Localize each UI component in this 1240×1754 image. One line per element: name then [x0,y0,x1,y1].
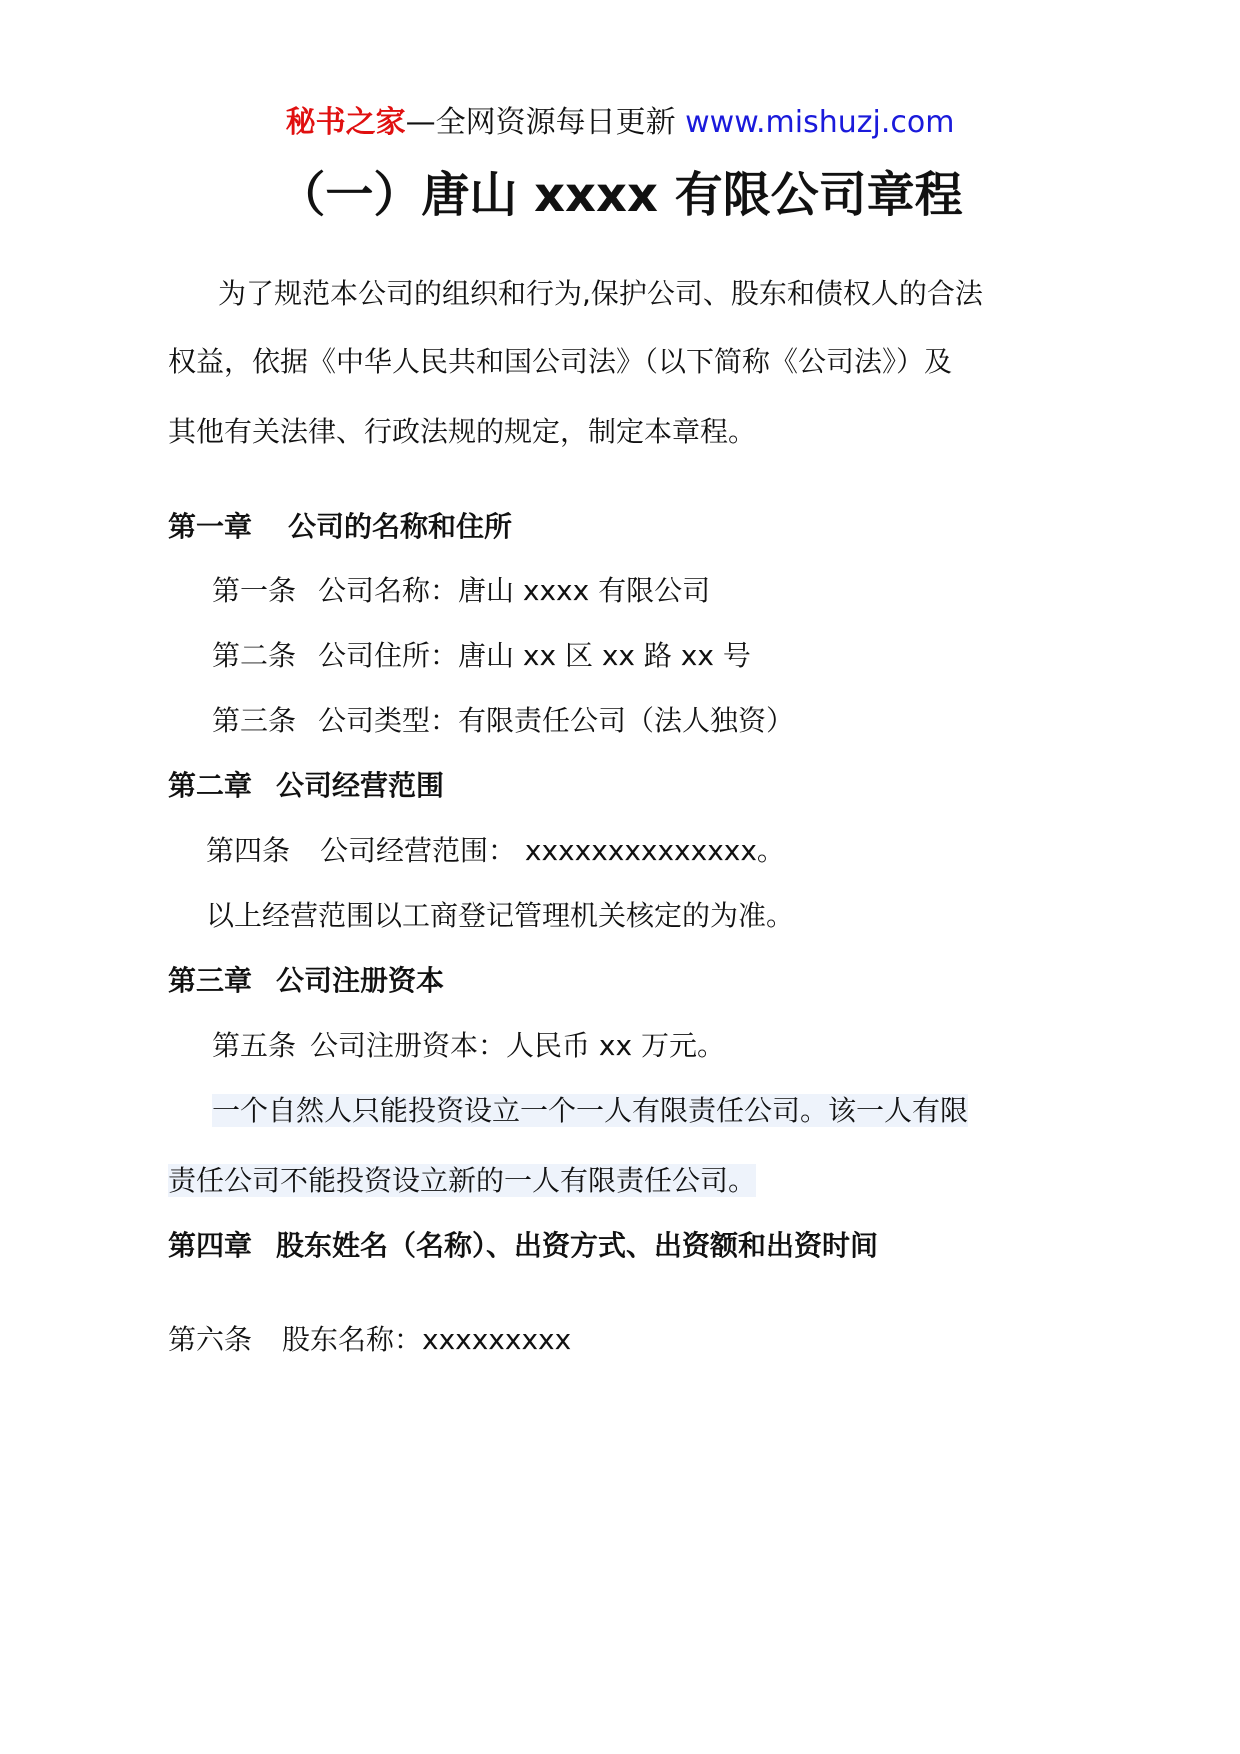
chapter-title: 股东姓名（名称）、出资方式、出资额和出资时间 [276,1229,879,1262]
chapter-number: 第一章 [168,510,253,543]
scope-note: 以上经营范围以工商登记管理机关核定的为准。 [206,899,795,932]
site-header [0,103,1240,143]
article-number: 第三条 [212,704,297,737]
chapter-heading [168,1226,878,1266]
article-number: 第四条 [206,834,291,867]
site-url-link[interactable]: www.mishuzj.com [685,105,955,140]
article-number: 第二条 [212,639,297,672]
document-title: （一）唐山 xxxx 有限公司章程 [277,167,963,223]
article-number: 第六条 [168,1323,253,1356]
chapter-number: 第三章 [168,964,253,997]
article-line [212,701,794,741]
article-line [212,571,710,611]
preamble-line-1: 为了规范本公司的组织和行为,保护公司、股东和债权人的合法 [218,277,983,310]
article-line [212,1026,725,1066]
article-text: 公司注册资本：人民币 xx 万元。 [310,1029,725,1062]
chapter-title: 公司经营范围 [276,769,445,802]
article-text: 公司类型：有限责任公司（法人独资） [318,704,795,737]
article-number: 第一条 [212,574,297,607]
chapter-title: 公司的名称和住所 [288,510,513,543]
article-text: 公司住所：唐山 xx 区 xx 路 xx 号 [318,639,751,672]
chapter-heading [168,961,444,1001]
highlighted-text: 一个自然人只能投资设立一个一人有限责任公司。该一人有限 [212,1094,969,1127]
article-text: 股东名称：xxxxxxxxx [282,1323,572,1356]
header-slogan: —全网资源每日更新 [405,105,676,140]
article-text: 公司经营范围： xxxxxxxxxxxxxx。 [320,834,785,867]
article-text: 公司名称：唐山 xxxx 有限公司 [318,574,711,607]
article-line [212,636,751,676]
chapter-number: 第四章 [168,1229,253,1262]
article-line [206,831,785,871]
article-number: 第五条 [212,1029,297,1062]
preamble-line-3: 其他有关法律、行政法规的规定，制定本章程。 [168,415,757,448]
chapter-heading [168,507,512,547]
chapter-number: 第二章 [168,769,253,802]
capital-note-line-2 [168,1161,756,1201]
article-line [168,1320,571,1360]
preamble-line-2: 权益，依据《中华人民共和国公司法》（以下简称《公司法》）及 [168,345,953,378]
highlighted-text: 责任公司不能投资设立新的一人有限责任公司。 [168,1164,757,1197]
chapter-title: 公司注册资本 [276,964,445,997]
capital-note-line-1 [212,1091,968,1131]
chapter-heading [168,766,444,806]
brand-name: 秘书之家 [285,105,406,140]
